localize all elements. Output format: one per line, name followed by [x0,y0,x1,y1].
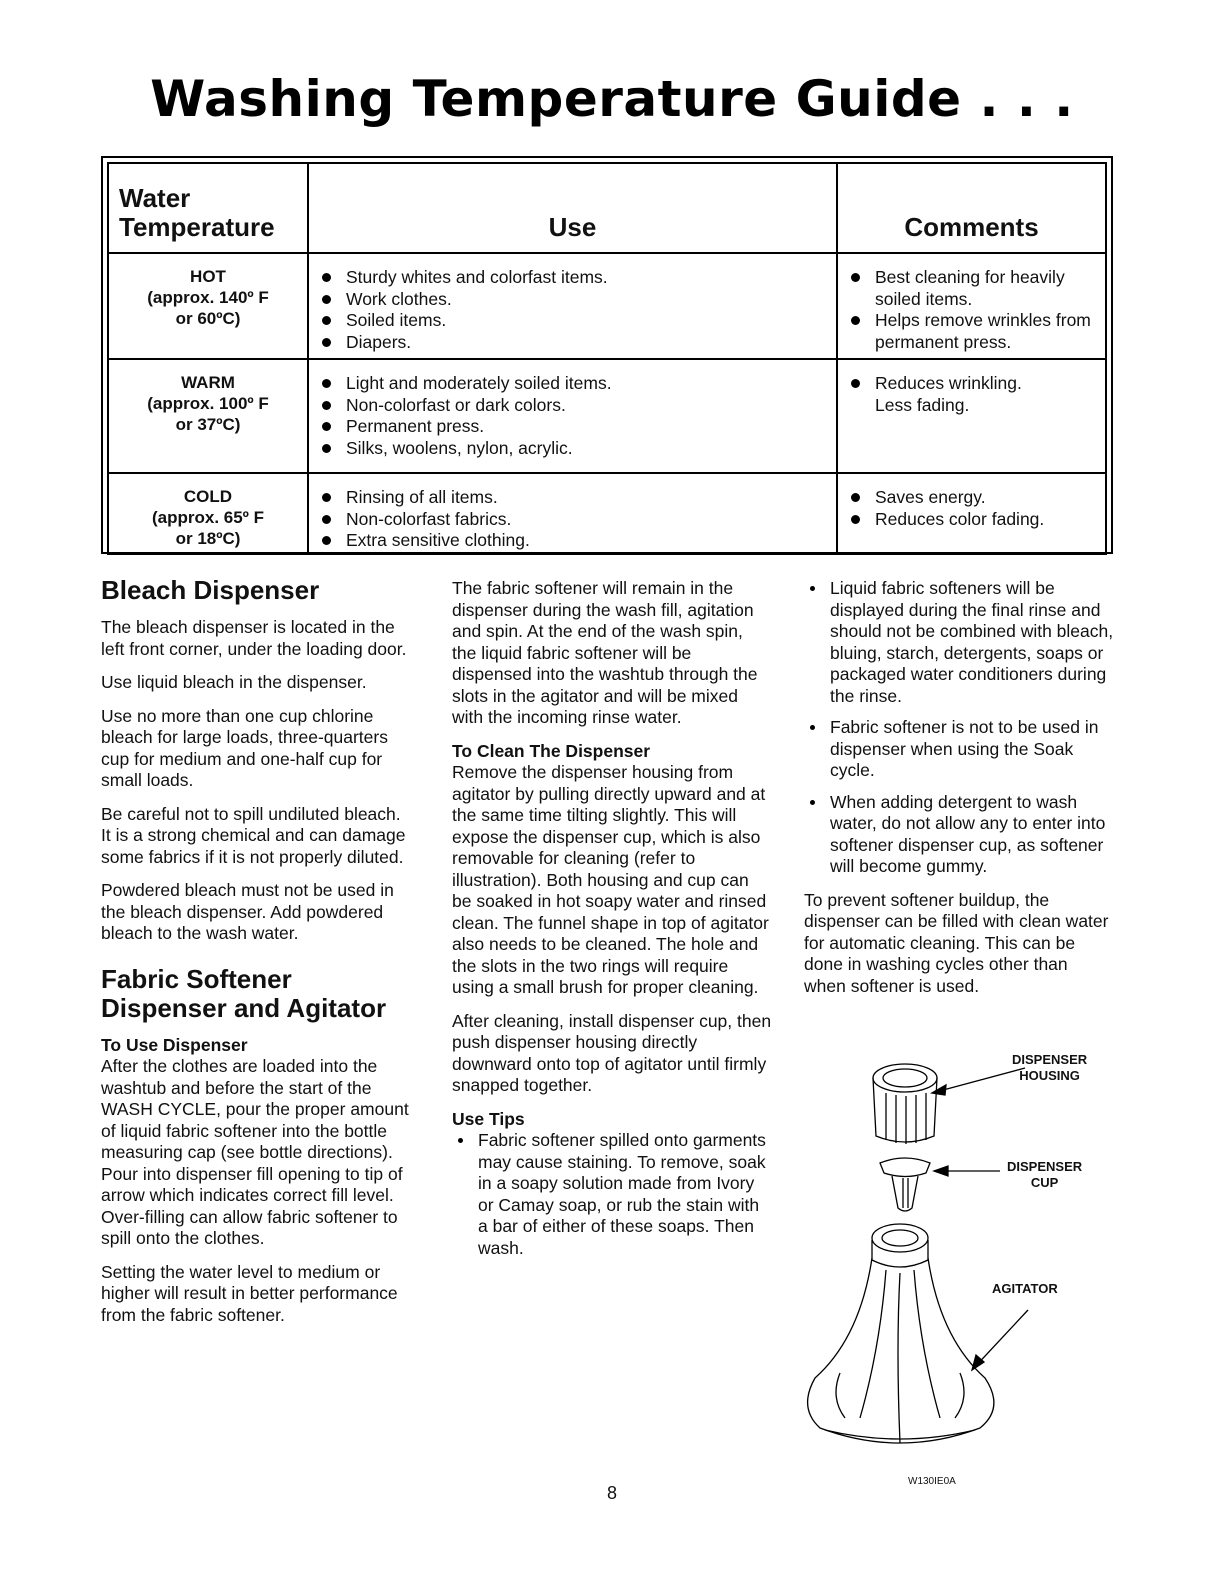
use-cell-warm [308,359,837,473]
dispenser-illustration [800,1048,1120,1498]
table-row [108,359,1106,473]
agitator-body [808,1258,994,1443]
comment-item: Reduces wrinkling. [849,373,1096,395]
temp-label: COLD [183,487,233,506]
housing-label-line2: HOUSING [1019,1068,1080,1083]
use-dispenser-heading: To Use Dispenser [101,1034,248,1055]
temp-celsius: or 18ºC) [175,529,241,548]
softener-notes-list [804,578,1114,878]
use-item: Sturdy whites and colorfast items. [320,267,827,289]
use-item: Non-colorfast or dark colors. [320,395,827,417]
agitator-top [872,1224,928,1252]
use-tips-heading: Use Tips [452,1108,525,1129]
temp-label: WARM [181,373,235,392]
agitator-label: AGITATOR [992,1281,1058,1296]
housing-label-line1: DISPENSER [1012,1052,1088,1067]
dispenser-drawing [800,1048,1120,1498]
cup-stem [892,1176,918,1211]
clean-dispenser-heading: To Clean The Dispenser [452,740,651,761]
header-temp-line2: Temperature [119,212,275,242]
use-item: Extra sensitive clothing. [320,530,827,552]
cup-label-line2: CUP [1030,1175,1059,1190]
use-item: Work clothes. [320,289,827,311]
table-row [108,473,1106,554]
header-temp-line1: Water [119,183,191,213]
softener-heading [101,965,411,1023]
softener-remain-paragraph: The fabric softener will remain in the dispenser during the wash fill, agitation and spin. At the end of the wash spin, the liquid fabric softener will be dispensed into the washtub through the slots in the agitator and will be mixed with the incoming rinse water. [452,578,758,727]
use-cell-hot [308,253,837,359]
bleach-paragraph: Use no more than one cup chlorine bleach for large loads, three-quarters cup for medium and one-half cup for small loads. [101,705,388,790]
use-dispenser-paragraph: After the clothes are loaded into the washtub and before the start of the WASH CYCLE, pour the proper amount of liquid fabric softener into the bottle measuring cap (see bottle directions). Pour into dispenser fill opening to tip of arrow which indicates correct fill level. Over-filling can allow fabric softener to spill onto the clothes. [101,1056,409,1248]
use-item: Non-colorfast fabrics. [320,509,827,531]
temp-cell-cold [108,473,308,554]
use-item: Silks, woolens, nylon, acrylic. [320,438,827,460]
use-cell-cold [308,473,837,554]
column-left [101,576,411,1338]
column-middle [452,578,772,1271]
list-item: Fabric softener spilled onto garments may cause staining. To remove, soak in a soapy solution made from Ivory or Camay soap, or rub the stain with a bar of either of these soaps. Then wash. [452,1130,772,1259]
clean-dispenser-paragraph: Remove the dispenser housing from agitator by pulling directly upward and at the same time tilting slightly. This will expose the dispenser cup, which is also removable for cleaning (refer to illustration). Both housing and cup can be soaked in hot soapy water and rinsed clean. The funnel shape in top of agitator also needs to be cleaned. The hole and the slots in the two rings will require using a small brush for proper cleaning. [452,762,769,997]
bleach-heading: Bleach Dispenser [101,575,320,605]
dispenser-cup-label [1007,1159,1082,1191]
use-item: Diapers. [320,332,827,354]
page-number: 8 [606,1483,617,1503]
header-use: Use [308,163,837,253]
temp-label: HOT [190,267,226,286]
water-level-paragraph: Setting the water level to medium or higher will result in better performance from the fabric softener. [101,1261,398,1325]
comment-item: Saves energy. [849,487,1096,509]
comment-extra: Less fading. [875,394,970,415]
page-title: Washing Temperature Guide . . . [150,70,1074,128]
use-tips-list [452,1130,772,1259]
softener-heading-line1: Fabric Softener [101,963,292,994]
comments-cell-hot [837,253,1106,359]
temp-cell-hot [108,253,308,359]
header-water-temperature [108,163,308,253]
temp-fahrenheit: (approx. 65º F [151,508,264,527]
bleach-paragraph: Use liquid bleach in the dispenser. [101,672,367,692]
temperature-table [101,156,1113,554]
comments-cell-warm [837,359,1106,473]
cup-label-line1: DISPENSER [1007,1159,1083,1174]
softener-heading-line2: Dispenser and Agitator [101,992,387,1023]
dispenser-housing-label [1012,1052,1087,1084]
list-item: Liquid fabric softeners will be displayed during the final rinse and should not be combined with bleach, bluing, starch, detergents, soaps or packaged water conditioners during the rinse. [804,578,1114,707]
header-comments: Comments [837,163,1106,253]
use-item: Light and moderately soiled items. [320,373,827,395]
column-right [804,578,1114,1009]
housing-inner [883,1069,927,1087]
illustration-code: W130IE0A [908,1476,956,1487]
temp-fahrenheit: (approx. 140º F [147,288,269,307]
comment-item: Helps remove wrinkles from permanent press. [849,310,1096,353]
temp-cell-warm [108,359,308,473]
bleach-paragraph: The bleach dispenser is located in the left front corner, under the loading door. [101,617,407,659]
after-cleaning-paragraph: After cleaning, install dispenser cup, then push dispenser housing directly downward onto top of agitator until firmly snapped together. [452,1010,772,1095]
use-item: Soiled items. [320,310,827,332]
comment-item: Reduces color fading. [849,509,1096,531]
list-item: When adding detergent to wash water, do not allow any to enter into softener dispenser cup, as softener will become gummy. [804,792,1114,878]
list-item: Fabric softener is not to be used in dispenser when using the Soak cycle. [804,717,1114,782]
buildup-paragraph: To prevent softener buildup, the dispenser can be filled with clean water for automatic cleaning. This can be done in washing cycles other than when softener is used. [804,889,1109,996]
comments-cell-cold [837,473,1106,554]
table-row [108,253,1106,359]
temp-celsius: or 60ºC) [175,309,241,328]
bleach-paragraph: Be careful not to spill undiluted bleach. It is a strong chemical and can damage some fabrics if it is not properly diluted. [101,803,406,867]
temp-fahrenheit: (approx. 100º F [147,394,269,413]
bleach-paragraph: Powdered bleach must not be used in the bleach dispenser. Add powdered bleach to the wash water. [101,880,394,943]
use-item: Permanent press. [320,416,827,438]
temp-celsius: or 37ºC) [175,415,241,434]
use-item: Rinsing of all items. [320,487,827,509]
comment-item: Best cleaning for heavily soiled items. [849,267,1096,310]
cup-rim [880,1158,930,1177]
table-header-row [108,163,1106,253]
